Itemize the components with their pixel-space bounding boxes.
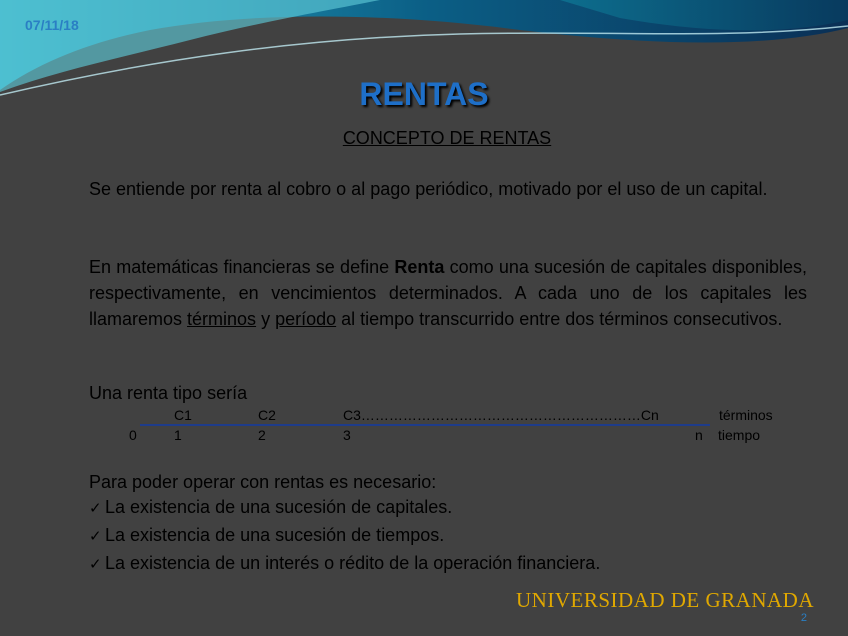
requirement-text: La existencia de una sucesión de tiempos.	[105, 525, 445, 545]
requirements-intro: Para poder operar con rentas es necesario:	[89, 472, 437, 492]
timeline-time-label: tiempo	[718, 427, 761, 443]
slide-title: RENTAS	[359, 76, 489, 112]
renta-definition-paragraph	[89, 254, 807, 332]
terminos-term: términos	[187, 309, 257, 329]
slide-subtitle	[0, 128, 848, 149]
timeline-axis	[140, 424, 710, 426]
p2-text-4: al tiempo transcurrido entre dos términos consecutivos.	[336, 309, 783, 329]
timeline-t1: 1	[174, 427, 182, 443]
checkmark-icon: ✓	[89, 528, 102, 545]
checkmark-icon: ✓	[89, 556, 102, 573]
timeline-c1: C1	[174, 407, 192, 423]
requirement-text: La existencia de una sucesión de capitales.	[105, 497, 453, 517]
timeline-t3: 3	[343, 427, 351, 443]
institution-footer: UNIVERSIDAD DE GRANADA	[516, 588, 814, 612]
p2-text-3: y	[256, 309, 276, 329]
timeline-t2: 2	[258, 427, 266, 443]
definition-paragraph: Se entiende por renta al cobro o al pago periódico, motivado por el uso de un capital.	[89, 179, 768, 199]
timeline-t0: 0	[129, 427, 137, 443]
periodo-term: período	[275, 309, 337, 329]
p2-text-2: como una sucesión de capitales disponibles, respectivamente, en vencimientos determinados. A cada uno de los capitales les llamaremos	[89, 257, 807, 329]
list-item	[89, 494, 600, 522]
timeline-c3-cn: C3……………………………………………………Cn	[343, 407, 659, 423]
timeline-terms-label: términos	[719, 407, 773, 423]
list-item	[89, 550, 600, 578]
list-item	[89, 522, 600, 550]
subtitle-text: CONCEPTO DE RENTAS	[342, 128, 552, 148]
page-number: 2	[800, 612, 807, 624]
checkmark-icon: ✓	[89, 500, 102, 517]
renta-bold-term: Renta	[394, 257, 445, 277]
p2-text-1: En matemáticas financieras se define	[89, 257, 395, 277]
requirements-list	[89, 494, 600, 578]
example-intro: Una renta tipo sería	[89, 383, 248, 403]
timeline-tn: n	[695, 427, 703, 443]
timeline-c2: C2	[258, 407, 276, 423]
slide-date: 07/11/18	[25, 17, 79, 33]
requirement-text: La existencia de un interés o rédito de la operación financiera.	[105, 553, 601, 573]
